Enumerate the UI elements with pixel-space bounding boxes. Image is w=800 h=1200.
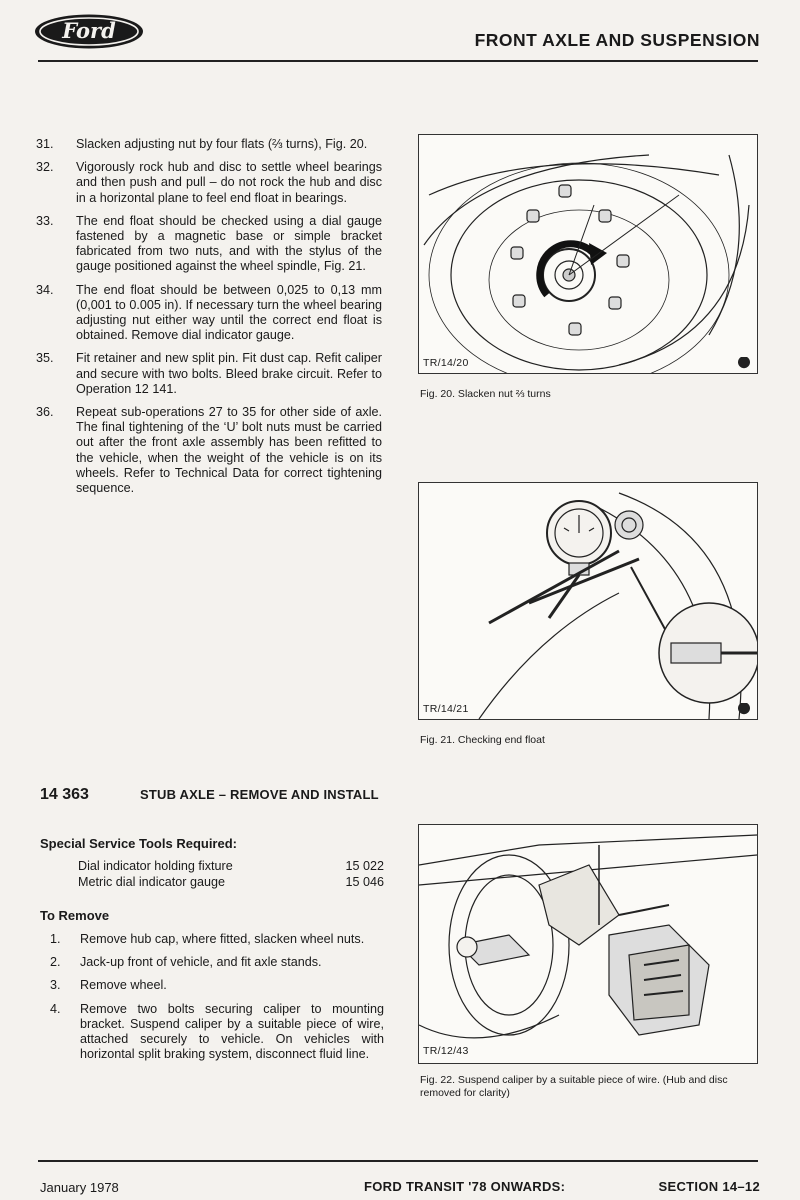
ford-logo [33, 13, 145, 50]
footer-divider [38, 1160, 758, 1162]
tool-code: 15 046 [345, 875, 384, 889]
step-item: 35. Fit retainer and new split pin. Fit dust cap. Refit caliper and secure with two bolts. Bleed brake circuit. Refer to Operation 12 141. [36, 351, 382, 396]
tool-row [78, 875, 384, 889]
step-item: 33. The end float should be checked using a dial gauge fastened by a magnetic base or simple bracket fabricated from two nuts, and with the stylus of the gauge positioned against the wheel spindle, Fig. 21. [36, 213, 382, 274]
step-item: 34. The end float should be between 0,025 to 0,13 mm (0,001 to 0.005 in). If necessary turn the wheel bearing adjusting nut either way until the correct end float is obtained. Remove dial indicator gauge. [36, 282, 382, 343]
step-item: 31. Slacken adjusting nut by four flats (⅔ turns), Fig. 20. [36, 137, 368, 151]
step-item: 2. Jack-up front of vehicle, and fit axle stands. [50, 955, 322, 970]
figure-20-reference: TR/14/20 [423, 357, 469, 369]
step-item: 3. Remove wheel. [50, 978, 167, 993]
step-item: 1. Remove hub cap, where fitted, slacken wheel nuts. [50, 932, 365, 946]
to-remove-heading: To Remove [40, 908, 110, 923]
figure-21-illustration [418, 482, 758, 720]
page-header-title: FRONT AXLE AND SUSPENSION [474, 30, 760, 50]
tool-name: Metric dial indicator gauge [78, 875, 226, 889]
figure-21-caption: Fig. 21. Checking end float [420, 734, 545, 746]
figure-21-reference: TR/14/21 [423, 703, 469, 715]
footer-manual-title: FORD TRANSIT '78 ONWARDS: [364, 1179, 566, 1194]
figure-20-illustration [418, 134, 758, 374]
tool-row [78, 859, 384, 873]
step-item: 32. Vigorously rock hub and disc to settle wheel bearings and then push and pull – do not rock the hub and disc in a horizontal plane to feel end float in bearings. [36, 160, 382, 205]
step-item: 4. Remove two bolts securing caliper to mounting bracket. Suspend caliper by a suitable piece of wire, attached securely to vehicle. On vehicles with horizontal split braking system, disconnect fluid line. [50, 1001, 384, 1062]
footer-section-number: SECTION 14–12 [658, 1179, 760, 1194]
operation-title: STUB AXLE – REMOVE AND INSTALL [140, 787, 379, 802]
operation-number: 14 363 [40, 786, 89, 803]
figure-22-illustration [418, 824, 758, 1064]
special-tools-heading: Special Service Tools Required: [40, 836, 237, 851]
tool-name: Dial indicator holding fixture [78, 859, 233, 873]
figure-20-caption: Fig. 20. Slacken nut ⅔ turns [420, 388, 551, 400]
footer-date: January 1978 [40, 1180, 119, 1195]
figure-22-caption: Fig. 22. Suspend caliper by a suitable piece of wire. (Hub and disc removed for clarity) [420, 1074, 728, 1099]
procedure-steps-31-36 [36, 137, 382, 504]
remove-steps [40, 932, 384, 1070]
tool-code: 15 022 [345, 859, 384, 873]
step-item: 36. Repeat sub-operations 27 to 35 for other side of axle. The final tightening of the ‘U’ bolt nuts must be carried out after the front axle assembly has been refitted to the vehicle, when the weight of the vehicle is on its wheels. Refer to Technical Data for correct tightening sequence. [36, 405, 382, 496]
figure-22-reference: TR/12/43 [423, 1045, 469, 1057]
logo-lettering: Ford [62, 18, 116, 43]
header-divider [38, 60, 758, 62]
